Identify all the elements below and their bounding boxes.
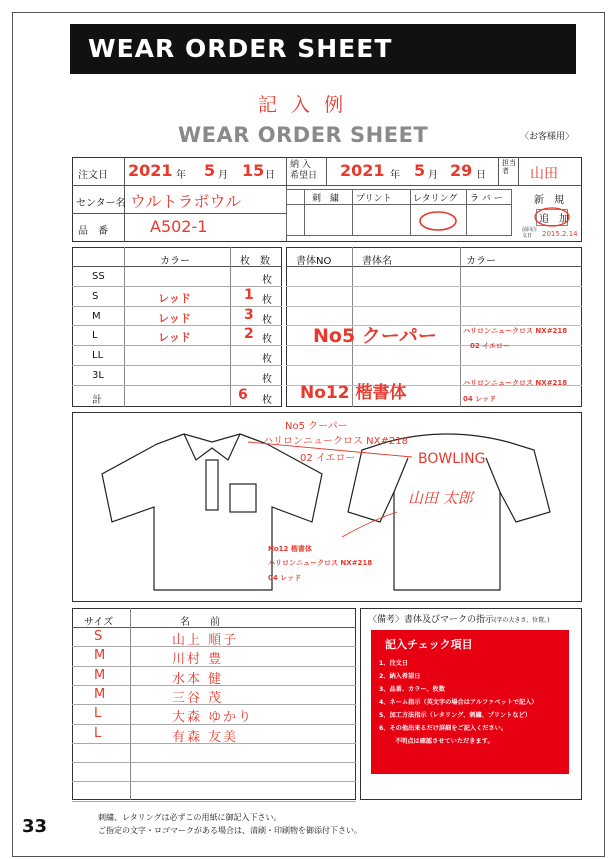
name-row-name: 大森 ゆかり bbox=[172, 710, 254, 725]
total-unit: 枚 bbox=[262, 395, 272, 406]
font-entry2-name: No12 楷書体 bbox=[300, 383, 407, 403]
size-row-unit: 枚 bbox=[262, 354, 272, 365]
order-day: 15 bbox=[242, 161, 265, 180]
size-row-size: L bbox=[92, 330, 98, 341]
remarks-title-small: (字の大きさ、位置。) bbox=[494, 617, 550, 624]
lettering-label: レタリング bbox=[413, 194, 458, 204]
size-row-size: M bbox=[92, 311, 101, 322]
checklist-item: 4、ネーム指示（英文字の場合はアルファベットで記入） bbox=[379, 699, 538, 706]
checklist-item: 6、その他出来るだけ詳細をご記入ください。 bbox=[379, 725, 508, 732]
name-row-name: 三谷 茂 bbox=[172, 691, 224, 706]
year-unit: 年 bbox=[176, 170, 186, 181]
font-color-header: カラー bbox=[466, 256, 496, 267]
name-row-name: 山上 順子 bbox=[172, 633, 239, 648]
font-entry1-color-1: ハリロンニュークロス NX#218 bbox=[463, 327, 568, 335]
note1-line1: No5 クーパー bbox=[285, 421, 348, 432]
size-row-qty: 1 bbox=[244, 287, 254, 303]
size-row-divider bbox=[72, 345, 282, 346]
sub-title: WEAR ORDER SHEET bbox=[178, 123, 429, 147]
month-unit: 月 bbox=[218, 170, 228, 181]
example-heading: 記 入 例 bbox=[258, 94, 348, 116]
size-row-unit: 枚 bbox=[262, 334, 272, 345]
delivery-label bbox=[290, 160, 317, 182]
name-row-size: S bbox=[94, 629, 103, 644]
font-entry2-color-2: 04 レッド bbox=[463, 395, 497, 403]
checklist-box bbox=[371, 630, 569, 774]
add-label: 追 加 bbox=[539, 214, 569, 225]
delivery-year-unit: 年 bbox=[390, 170, 400, 181]
name-row-size: M bbox=[94, 668, 106, 683]
size-row-qty: 2 bbox=[244, 326, 254, 342]
remarks-title-main: 〈備考〉書体及びマークの指示 bbox=[368, 615, 495, 625]
size-row-color: レッド bbox=[158, 331, 191, 344]
size-row-size: 3L bbox=[92, 370, 104, 381]
checklist-item: 2、納入希望日 bbox=[379, 673, 421, 680]
size-row-color: レッド bbox=[158, 312, 191, 325]
delivery-month: 5 bbox=[414, 161, 426, 180]
font-entry1-color-2: 02 イエロー bbox=[470, 342, 510, 350]
checklist-item: 5、加工方法指示（レタリング、刺繍、プリントなど） bbox=[379, 712, 531, 719]
name-row-size: M bbox=[94, 648, 106, 663]
font-entry2-color-1: ハリロンニュークロス NX#218 bbox=[463, 379, 568, 387]
checklist-title: 記入チェック項目 bbox=[385, 638, 473, 651]
customer-use-label: 〈お客様用〉 bbox=[520, 132, 575, 142]
checklist-item: 1、注文日 bbox=[379, 660, 409, 667]
checklist-item: 3、品番、カラー、枚数 bbox=[379, 686, 445, 693]
font-row-divider bbox=[286, 286, 582, 287]
print-label: プリント bbox=[356, 194, 392, 204]
note1-line2: ハリロンニュークロス NX#218 bbox=[263, 436, 408, 447]
remarks-title bbox=[368, 612, 549, 625]
staff-value: 山田 bbox=[530, 166, 558, 182]
font-no-header: 書体NO bbox=[296, 256, 332, 267]
total-qty: 6 bbox=[238, 387, 248, 403]
size-row-divider bbox=[72, 385, 282, 386]
size-row-unit: 枚 bbox=[262, 315, 272, 326]
name-row-size: M bbox=[94, 687, 106, 702]
order-month: 5 bbox=[204, 161, 216, 180]
footer-note-2: ご指定の文字・ロゴマークがある場合は、清刷・印刷物を御添付下さい。 bbox=[98, 826, 362, 835]
name-row-divider bbox=[72, 801, 356, 802]
product-value: A502-1 bbox=[150, 217, 208, 236]
rubber-label: ラ バ ー bbox=[470, 194, 503, 204]
back-name-text: 山田 太郎 bbox=[408, 489, 473, 507]
font-row-divider bbox=[286, 365, 582, 366]
prev-order-label: 前回注文日 bbox=[522, 227, 538, 239]
embroidery-label: 刺 繍 bbox=[312, 194, 340, 204]
name-row-divider bbox=[72, 762, 356, 763]
center-value: ウルトラボウル bbox=[130, 192, 242, 211]
delivery-day: 29 bbox=[450, 161, 473, 180]
size-row-size: SS bbox=[92, 271, 105, 282]
note2-line3: 04 レッド bbox=[268, 574, 302, 582]
size-row-unit: 枚 bbox=[262, 295, 272, 306]
total-label: 計 bbox=[92, 395, 102, 406]
size-row-unit: 枚 bbox=[262, 275, 272, 286]
note2-line2: ハリロンニュークロス NX#218 bbox=[268, 559, 373, 567]
note1-line3: 02 イエロー bbox=[300, 453, 356, 464]
staff-label: 担当者 bbox=[502, 159, 516, 175]
order-year: 2021 bbox=[128, 161, 173, 180]
new-label: 新 規 bbox=[534, 195, 564, 206]
delivery-label-1: 納 入 bbox=[290, 160, 311, 170]
page-number: 33 bbox=[22, 816, 48, 837]
size-row-divider bbox=[72, 365, 282, 366]
name-row-name: 有森 友美 bbox=[172, 730, 239, 745]
process-table bbox=[286, 189, 518, 242]
delivery-month-unit: 月 bbox=[428, 170, 438, 181]
qty-header: 枚 数 bbox=[240, 256, 270, 267]
name-size-header: サイズ bbox=[84, 617, 114, 628]
add-circle-mark bbox=[532, 205, 572, 229]
delivery-year: 2021 bbox=[340, 161, 385, 180]
day-unit: 日 bbox=[265, 170, 275, 181]
name-row-divider bbox=[72, 781, 356, 782]
font-name-header: 書体名 bbox=[362, 256, 392, 267]
new-add-box bbox=[520, 189, 582, 242]
name-header: 名 前 bbox=[180, 617, 220, 628]
order-date-label: 注文日 bbox=[78, 170, 108, 181]
name-row-name: 水本 健 bbox=[172, 672, 224, 687]
prev-order-date: 2015.2.14 bbox=[542, 230, 578, 238]
size-row-color: レッド bbox=[158, 292, 191, 305]
size-row-size: S bbox=[92, 291, 99, 302]
font-entry1-name: No5 クーパー bbox=[313, 325, 437, 347]
name-row-size: L bbox=[94, 726, 102, 741]
size-row-size: LL bbox=[92, 350, 104, 361]
checklist-item: 不明点は確認させていただきます。 bbox=[395, 738, 494, 745]
center-label: センター名 bbox=[76, 198, 126, 209]
name-row-size: L bbox=[94, 706, 102, 721]
font-row-divider bbox=[286, 306, 582, 307]
footer-note-1: 刺繍、レタリングは必ずこの用紙に御記入下さい。 bbox=[98, 813, 282, 822]
delivery-day-unit: 日 bbox=[476, 170, 486, 181]
color-header: カラー bbox=[160, 256, 190, 267]
size-row-qty: 3 bbox=[244, 307, 254, 323]
banner-title: WEAR ORDER SHEET bbox=[70, 24, 576, 74]
note2-line1: No12 楷書体 bbox=[268, 545, 312, 553]
lettering-circle-mark bbox=[416, 209, 460, 233]
product-label: 品 番 bbox=[78, 226, 108, 237]
bowling-text: BOWLING bbox=[418, 451, 486, 467]
size-row-unit: 枚 bbox=[262, 374, 272, 385]
name-row-name: 川村 豊 bbox=[172, 652, 224, 667]
delivery-label-2: 希望日 bbox=[290, 171, 318, 181]
